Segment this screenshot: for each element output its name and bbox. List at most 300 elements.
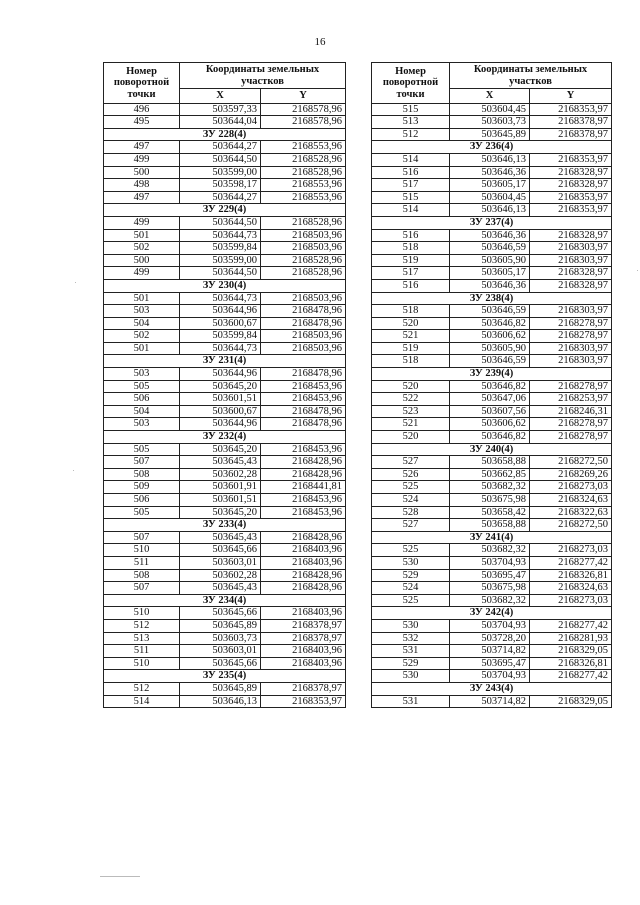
table-row — [104, 292, 346, 305]
y-coordinate-cell: 2168353,97 — [530, 153, 612, 166]
zone-heading-row — [372, 607, 612, 620]
x-column-header: X — [450, 89, 530, 104]
point-number-cell: 525 — [372, 481, 450, 494]
table-row — [104, 695, 346, 708]
table-row — [372, 556, 612, 569]
point-number-cell: 531 — [372, 645, 450, 658]
point-number-cell: 528 — [372, 506, 450, 519]
point-number-cell: 501 — [104, 342, 180, 355]
x-coordinate-cell: 503714,82 — [450, 695, 530, 708]
point-number-cell: 507 — [104, 582, 180, 595]
y-coordinate-cell: 2168353,97 — [530, 204, 612, 217]
table-row — [372, 632, 612, 645]
table-row — [372, 582, 612, 595]
point-number-cell: 503 — [104, 418, 180, 431]
y-coordinate-cell: 2168378,97 — [530, 116, 612, 129]
y-coordinate-cell: 2168277,42 — [530, 670, 612, 683]
point-number-cell: 515 — [372, 103, 450, 116]
point-number-cell: 530 — [372, 556, 450, 569]
x-coordinate-cell: 503605,17 — [450, 179, 530, 192]
point-number-cell: 520 — [372, 380, 450, 393]
table-row — [104, 330, 346, 343]
point-header-line: Номер — [126, 65, 157, 77]
x-coordinate-cell: 503644,50 — [180, 216, 261, 229]
point-number-cell: 510 — [104, 657, 180, 670]
table-row — [372, 405, 612, 418]
point-number-cell: 523 — [372, 405, 450, 418]
x-coordinate-cell: 503658,42 — [450, 506, 530, 519]
y-coordinate-cell: 2168326,81 — [530, 569, 612, 582]
y-coordinate-cell: 2168403,96 — [261, 556, 346, 569]
point-number-cell: 506 — [104, 494, 180, 507]
y-coordinate-cell: 2168328,97 — [530, 166, 612, 179]
x-coordinate-cell: 503605,17 — [450, 267, 530, 280]
y-coordinate-cell: 2168253,97 — [530, 393, 612, 406]
y-column-header: Y — [261, 89, 346, 104]
x-coordinate-cell: 503644,73 — [180, 342, 261, 355]
table-row — [372, 645, 612, 658]
y-coordinate-cell: 2168428,96 — [261, 531, 346, 544]
y-coordinate-cell: 2168328,97 — [530, 267, 612, 280]
table-row — [104, 531, 346, 544]
table-row — [104, 305, 346, 318]
x-coordinate-cell: 503604,45 — [450, 191, 530, 204]
y-coordinate-cell: 2168303,97 — [530, 305, 612, 318]
point-number-cell: 532 — [372, 632, 450, 645]
x-coordinate-cell: 503645,66 — [180, 607, 261, 620]
table-row — [372, 431, 612, 444]
point-number-cell: 525 — [372, 544, 450, 557]
y-coordinate-cell: 2168303,97 — [530, 342, 612, 355]
x-coordinate-cell: 503644,50 — [180, 153, 261, 166]
y-coordinate-cell: 2168428,96 — [261, 582, 346, 595]
table-row — [372, 594, 612, 607]
point-number-cell: 514 — [104, 695, 180, 708]
table-row — [104, 166, 346, 179]
x-coordinate-cell: 503646,82 — [450, 380, 530, 393]
scan-speck — [637, 270, 638, 271]
table-row — [372, 242, 612, 255]
table-row — [372, 544, 612, 557]
table-row — [104, 569, 346, 582]
y-coordinate-cell: 2168553,96 — [261, 191, 346, 204]
y-column-header: Y — [530, 89, 612, 104]
y-coordinate-cell: 2168303,97 — [530, 242, 612, 255]
y-coordinate-cell: 2168329,05 — [530, 695, 612, 708]
table-row — [372, 418, 612, 431]
zone-heading: ЗУ 235(4) — [104, 670, 346, 683]
point-number-cell: 519 — [372, 342, 450, 355]
table-row — [372, 166, 612, 179]
x-coordinate-cell: 503644,50 — [180, 267, 261, 280]
table-row — [104, 317, 346, 330]
y-coordinate-cell: 2168403,96 — [261, 657, 346, 670]
zone-heading: ЗУ 242(4) — [372, 607, 612, 620]
y-coordinate-cell: 2168328,97 — [530, 179, 612, 192]
x-coordinate-cell: 503599,00 — [180, 254, 261, 267]
y-coordinate-cell: 2168503,96 — [261, 229, 346, 242]
y-coordinate-cell: 2168403,96 — [261, 645, 346, 658]
zone-heading: ЗУ 230(4) — [104, 279, 346, 292]
x-coordinate-cell: 503646,36 — [450, 229, 530, 242]
table-row — [372, 330, 612, 343]
x-coordinate-cell: 503645,20 — [180, 506, 261, 519]
x-coordinate-cell: 503728,20 — [450, 632, 530, 645]
point-number-cell: 520 — [372, 317, 450, 330]
point-number-cell: 518 — [372, 305, 450, 318]
x-coordinate-cell: 503675,98 — [450, 494, 530, 507]
point-header-line: поворотной — [382, 77, 439, 89]
table-row — [104, 468, 346, 481]
point-number-cell: 511 — [104, 645, 180, 658]
x-coordinate-cell: 503601,51 — [180, 393, 261, 406]
y-coordinate-cell: 2168428,96 — [261, 468, 346, 481]
x-coordinate-cell: 503599,84 — [180, 242, 261, 255]
point-number-cell: 503 — [104, 368, 180, 381]
y-coordinate-cell: 2168453,96 — [261, 494, 346, 507]
x-coordinate-cell: 503658,88 — [450, 456, 530, 469]
x-coordinate-cell: 503645,66 — [180, 544, 261, 557]
point-number-cell: 527 — [372, 456, 450, 469]
point-number-cell: 529 — [372, 569, 450, 582]
table-row — [372, 191, 612, 204]
y-coordinate-cell: 2168378,97 — [530, 128, 612, 141]
point-header-line: точки — [396, 88, 425, 100]
table-row — [104, 506, 346, 519]
table-row — [104, 657, 346, 670]
zone-heading: ЗУ 228(4) — [104, 128, 346, 141]
zone-heading: ЗУ 239(4) — [372, 368, 612, 381]
table-row — [104, 443, 346, 456]
table-row — [372, 494, 612, 507]
table-row — [104, 393, 346, 406]
coordinates-table-left — [103, 62, 346, 708]
y-coordinate-cell: 2168328,97 — [530, 229, 612, 242]
table-row — [104, 342, 346, 355]
point-number-cell: 514 — [372, 153, 450, 166]
y-coordinate-cell: 2168353,97 — [261, 695, 346, 708]
table-row — [372, 305, 612, 318]
point-number-cell: 497 — [104, 191, 180, 204]
y-coordinate-cell: 2168453,96 — [261, 443, 346, 456]
coords-header-line: Координаты земельных — [205, 64, 320, 75]
table-row — [104, 544, 346, 557]
point-number-cell: 512 — [104, 682, 180, 695]
point-number-cell: 506 — [104, 393, 180, 406]
point-header-line: точки — [127, 88, 156, 100]
coords-header-line: Координаты земельных — [473, 64, 588, 75]
x-coordinate-cell: 503644,96 — [180, 368, 261, 381]
table-body — [104, 103, 346, 708]
table-row — [104, 405, 346, 418]
table-row — [372, 695, 612, 708]
point-number-cell: 505 — [104, 380, 180, 393]
point-number-cell: 515 — [372, 191, 450, 204]
x-coordinate-cell: 503601,51 — [180, 494, 261, 507]
table-row — [104, 418, 346, 431]
x-coordinate-cell: 503603,01 — [180, 645, 261, 658]
point-number-cell: 524 — [372, 494, 450, 507]
y-coordinate-cell: 2168478,96 — [261, 305, 346, 318]
point-number-cell: 507 — [104, 531, 180, 544]
y-coordinate-cell: 2168528,96 — [261, 216, 346, 229]
point-number-header — [372, 63, 450, 104]
y-coordinate-cell: 2168403,96 — [261, 607, 346, 620]
point-number-cell: 520 — [372, 431, 450, 444]
x-coordinate-cell: 503601,91 — [180, 481, 261, 494]
y-coordinate-cell: 2168322,63 — [530, 506, 612, 519]
x-coordinate-cell: 503602,28 — [180, 569, 261, 582]
point-number-cell: 522 — [372, 393, 450, 406]
table-row — [372, 380, 612, 393]
x-coordinate-cell: 503644,27 — [180, 191, 261, 204]
table-row — [104, 191, 346, 204]
x-coordinate-cell: 503704,93 — [450, 556, 530, 569]
point-number-cell: 524 — [372, 582, 450, 595]
y-coordinate-cell: 2168478,96 — [261, 317, 346, 330]
zone-heading: ЗУ 237(4) — [372, 216, 612, 229]
x-coordinate-cell: 503644,04 — [180, 116, 261, 129]
x-coordinate-cell: 503600,67 — [180, 317, 261, 330]
point-number-cell: 499 — [104, 216, 180, 229]
x-coordinate-cell: 503645,43 — [180, 582, 261, 595]
table-row — [372, 393, 612, 406]
coordinates-header — [180, 63, 346, 89]
zone-heading-row — [372, 443, 612, 456]
x-coordinate-cell: 503646,59 — [450, 242, 530, 255]
y-coordinate-cell: 2168453,96 — [261, 506, 346, 519]
table-row — [372, 670, 612, 683]
point-number-cell: 517 — [372, 267, 450, 280]
point-number-cell: 496 — [104, 103, 180, 116]
point-number-cell: 517 — [372, 179, 450, 192]
table-row — [372, 619, 612, 632]
y-coordinate-cell: 2168528,96 — [261, 254, 346, 267]
x-coordinate-cell: 503605,90 — [450, 254, 530, 267]
zone-heading: ЗУ 238(4) — [372, 292, 612, 305]
y-coordinate-cell: 2168553,96 — [261, 141, 346, 154]
point-number-cell: 500 — [104, 254, 180, 267]
y-coordinate-cell: 2168303,97 — [530, 355, 612, 368]
scan-speck — [73, 470, 74, 471]
y-coordinate-cell: 2168441,81 — [261, 481, 346, 494]
y-coordinate-cell: 2168272,50 — [530, 519, 612, 532]
x-coordinate-cell: 503645,20 — [180, 380, 261, 393]
zone-heading-row — [104, 670, 346, 683]
y-coordinate-cell: 2168428,96 — [261, 456, 346, 469]
y-coordinate-cell: 2168328,97 — [530, 279, 612, 292]
table-row — [372, 569, 612, 582]
y-coordinate-cell: 2168277,42 — [530, 556, 612, 569]
point-number-cell: 507 — [104, 456, 180, 469]
point-number-cell: 514 — [372, 204, 450, 217]
y-coordinate-cell: 2168453,96 — [261, 393, 346, 406]
zone-heading-row — [104, 279, 346, 292]
zone-heading: ЗУ 231(4) — [104, 355, 346, 368]
x-coordinate-cell: 503704,93 — [450, 670, 530, 683]
point-header-line: поворотной — [113, 77, 170, 89]
point-number-cell: 512 — [372, 128, 450, 141]
zone-heading-row — [104, 519, 346, 532]
point-number-cell: 500 — [104, 166, 180, 179]
x-coordinate-cell: 503682,32 — [450, 594, 530, 607]
point-number-cell: 504 — [104, 405, 180, 418]
x-coordinate-cell: 503605,90 — [450, 342, 530, 355]
y-coordinate-cell: 2168329,05 — [530, 645, 612, 658]
table-row — [104, 607, 346, 620]
x-coordinate-cell: 503606,62 — [450, 330, 530, 343]
y-coordinate-cell: 2168353,97 — [530, 103, 612, 116]
coordinates-header — [450, 63, 612, 89]
table-row — [104, 494, 346, 507]
table-row — [104, 632, 346, 645]
point-number-cell: 511 — [104, 556, 180, 569]
y-coordinate-cell: 2168273,03 — [530, 544, 612, 557]
table-row — [372, 254, 612, 267]
zone-heading-row — [104, 355, 346, 368]
table-row — [104, 229, 346, 242]
x-coordinate-cell: 503646,36 — [450, 279, 530, 292]
point-number-cell: 512 — [104, 619, 180, 632]
y-coordinate-cell: 2168273,03 — [530, 594, 612, 607]
zone-heading-row — [104, 204, 346, 217]
table-row — [104, 582, 346, 595]
x-coordinate-cell: 503644,27 — [180, 141, 261, 154]
table-row — [104, 380, 346, 393]
point-number-cell: 505 — [104, 443, 180, 456]
zone-heading-row — [104, 594, 346, 607]
y-coordinate-cell: 2168269,26 — [530, 468, 612, 481]
x-coordinate-cell: 503646,13 — [450, 204, 530, 217]
scan-speck — [75, 282, 76, 283]
point-number-cell: 510 — [104, 544, 180, 557]
y-coordinate-cell: 2168578,96 — [261, 103, 346, 116]
zone-heading: ЗУ 234(4) — [104, 594, 346, 607]
table-row — [372, 153, 612, 166]
zone-heading-row — [372, 292, 612, 305]
zone-heading-row — [372, 141, 612, 154]
x-coordinate-cell: 503644,96 — [180, 305, 261, 318]
x-coordinate-cell: 503646,13 — [180, 695, 261, 708]
point-number-cell: 513 — [372, 116, 450, 129]
y-coordinate-cell: 2168428,96 — [261, 569, 346, 582]
point-number-cell: 505 — [104, 506, 180, 519]
table-row — [104, 179, 346, 192]
zone-heading: ЗУ 243(4) — [372, 682, 612, 695]
table-row — [372, 506, 612, 519]
point-number-cell: 516 — [372, 279, 450, 292]
x-coordinate-cell: 503647,06 — [450, 393, 530, 406]
x-coordinate-cell: 503704,93 — [450, 619, 530, 632]
x-coordinate-cell: 503645,89 — [180, 619, 261, 632]
page-number: 16 — [314, 36, 326, 48]
zone-heading-row — [104, 128, 346, 141]
zone-heading-row — [104, 431, 346, 444]
y-coordinate-cell: 2168528,96 — [261, 153, 346, 166]
table-row — [372, 267, 612, 280]
table-row — [104, 368, 346, 381]
table-row — [104, 267, 346, 280]
table-row — [372, 103, 612, 116]
y-coordinate-cell: 2168503,96 — [261, 342, 346, 355]
x-coordinate-cell: 503646,13 — [450, 153, 530, 166]
point-number-cell: 526 — [372, 468, 450, 481]
point-number-cell: 503 — [104, 305, 180, 318]
y-coordinate-cell: 2168453,96 — [261, 380, 346, 393]
y-coordinate-cell: 2168324,63 — [530, 494, 612, 507]
scan-speck — [100, 876, 140, 877]
table-row — [372, 229, 612, 242]
y-coordinate-cell: 2168503,96 — [261, 292, 346, 305]
y-coordinate-cell: 2168553,96 — [261, 179, 346, 192]
y-coordinate-cell: 2168246,31 — [530, 405, 612, 418]
table-row — [372, 116, 612, 129]
x-coordinate-cell: 503658,88 — [450, 519, 530, 532]
zone-heading-row — [372, 216, 612, 229]
table-row — [372, 456, 612, 469]
y-coordinate-cell: 2168278,97 — [530, 431, 612, 444]
point-number-cell: 504 — [104, 317, 180, 330]
y-coordinate-cell: 2168303,97 — [530, 254, 612, 267]
point-number-cell: 499 — [104, 153, 180, 166]
x-coordinate-cell: 503646,59 — [450, 305, 530, 318]
point-number-cell: 530 — [372, 619, 450, 632]
point-number-cell: 510 — [104, 607, 180, 620]
x-coordinate-cell: 503646,82 — [450, 317, 530, 330]
zone-heading-row — [372, 682, 612, 695]
table-row — [104, 153, 346, 166]
coordinates-table-right — [371, 62, 612, 708]
table-row — [372, 342, 612, 355]
table-body — [372, 103, 612, 708]
x-coordinate-cell: 503682,32 — [450, 481, 530, 494]
point-number-cell: 521 — [372, 330, 450, 343]
table-row — [104, 456, 346, 469]
point-number-cell: 501 — [104, 229, 180, 242]
table-row — [104, 682, 346, 695]
x-coordinate-cell: 503682,32 — [450, 544, 530, 557]
zone-heading: ЗУ 236(4) — [372, 141, 612, 154]
zone-heading-row — [372, 531, 612, 544]
table-row — [372, 355, 612, 368]
coords-header-line: участков — [509, 75, 552, 87]
y-coordinate-cell: 2168353,97 — [530, 191, 612, 204]
x-coordinate-cell: 503644,73 — [180, 229, 261, 242]
x-coordinate-cell: 503695,47 — [450, 657, 530, 670]
zone-heading: ЗУ 232(4) — [104, 431, 346, 444]
table-row — [372, 468, 612, 481]
x-coordinate-cell: 503599,00 — [180, 166, 261, 179]
x-coordinate-cell: 503599,84 — [180, 330, 261, 343]
x-coordinate-cell: 503606,62 — [450, 418, 530, 431]
x-coordinate-cell: 503603,73 — [180, 632, 261, 645]
point-number-cell: 518 — [372, 355, 450, 368]
table-row — [104, 481, 346, 494]
y-coordinate-cell: 2168528,96 — [261, 166, 346, 179]
y-coordinate-cell: 2168378,97 — [261, 632, 346, 645]
point-number-cell: 521 — [372, 418, 450, 431]
y-coordinate-cell: 2168478,96 — [261, 405, 346, 418]
x-coordinate-cell: 503645,66 — [180, 657, 261, 670]
y-coordinate-cell: 2168281,93 — [530, 632, 612, 645]
y-coordinate-cell: 2168326,81 — [530, 657, 612, 670]
point-number-cell: 530 — [372, 670, 450, 683]
x-coordinate-cell: 503645,20 — [180, 443, 261, 456]
point-number-cell: 508 — [104, 468, 180, 481]
zone-heading-row — [372, 368, 612, 381]
y-coordinate-cell: 2168272,50 — [530, 456, 612, 469]
y-coordinate-cell: 2168278,97 — [530, 330, 612, 343]
